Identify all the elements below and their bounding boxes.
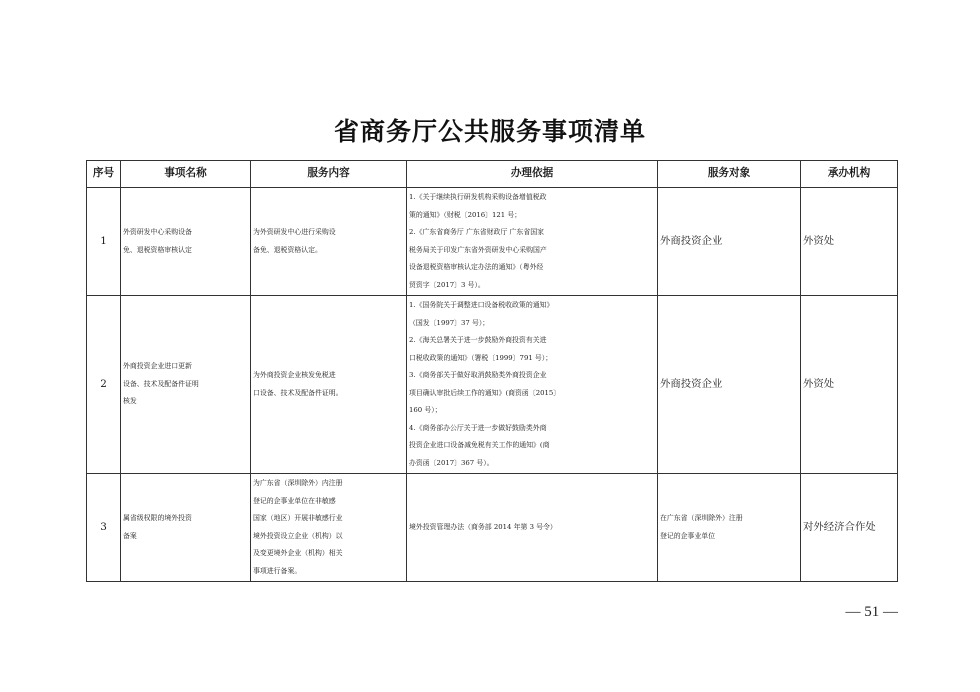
row-content <box>251 188 407 296</box>
header-target: 服务对象 <box>658 161 801 188</box>
text-line: 在广东省（深圳除外）注册 <box>660 514 743 522</box>
text-line: 属省级权限的境外投资 <box>123 514 192 522</box>
page-number: — 51 — <box>845 604 898 620</box>
text-line: 3.《商务部关于做好取消鼓励类外商投资企业 <box>409 371 547 379</box>
row-target: 外商投资企业 <box>658 188 801 296</box>
text-line: 投资企业进口设备减免税有关工作的通知》(商 <box>409 441 550 449</box>
row-no: 2 <box>87 296 121 474</box>
text-line: 策的通知》（财税〔2016〕121 号； <box>409 210 522 219</box>
text-line: 登记的企事业单位在非敏感 <box>253 496 336 505</box>
header-name: 事项名称 <box>121 161 251 188</box>
text-line: 登记的企事业单位 <box>660 531 716 540</box>
row-name <box>121 474 251 582</box>
table-row <box>87 296 898 474</box>
text-line: 为广东省（深圳除外）内注册 <box>253 479 343 487</box>
text-line: 口税收政策的通知》（署税〔1999〕791 号）； <box>409 353 553 362</box>
header-content: 服务内容 <box>251 161 407 188</box>
text-line: 外商投资企业进口更新 <box>123 362 192 371</box>
text-line: 项目确认审批后续工作的通知》(商资函〔2015〕 <box>409 388 561 397</box>
text-line: 贸资字〔2017〕3 号）。 <box>409 280 485 289</box>
text-line: 及变更境外企业（机构）相关 <box>253 549 343 557</box>
text-line: 为外资研发中心进行采购设 <box>253 228 336 236</box>
text-line: （国发〔1997〕37 号）； <box>409 318 490 327</box>
text-line: 免、退税资格审核认定 <box>123 245 192 254</box>
text-line: 办资函〔2017〕367 号）。 <box>409 458 494 467</box>
page-title: 省商务厅公共服务事项清单 <box>333 117 646 146</box>
text-line: 核发 <box>123 397 137 406</box>
row-agency: 对外经济合作处 <box>801 474 898 582</box>
table-header-row <box>87 161 898 188</box>
text-line: 为外商投资企业核发免税进 <box>253 371 336 379</box>
row-name <box>121 296 251 474</box>
text-line: 1.《关于继续执行研发机构采购设备增值税政 <box>409 193 547 201</box>
text-line: 事项进行备案。 <box>253 566 302 575</box>
text-line: 设备退税资格审核认定办法的通知》（粤外经 <box>409 263 544 271</box>
text-line: 口设备、技术及配备件证明。 <box>253 388 343 397</box>
text-line: 外资研发中心采购设备 <box>123 228 192 236</box>
row-agency: 外资处 <box>801 188 898 296</box>
text-line: 备案 <box>123 531 137 540</box>
header-basis: 办理依据 <box>407 161 658 188</box>
text-line: 4.《商务部办公厅关于进一步做好鼓励类外商 <box>409 423 547 432</box>
header-no: 序号 <box>87 161 121 188</box>
row-no: 3 <box>87 474 121 582</box>
row-agency: 外资处 <box>801 296 898 474</box>
text-line: 设备、技术及配备件证明 <box>123 379 199 388</box>
text-line: 2.《广东省商务厅 广东省财政厅 广东省国家 <box>409 228 544 236</box>
row-basis <box>407 296 658 474</box>
row-target: 外商投资企业 <box>658 296 801 474</box>
row-basis <box>407 188 658 296</box>
header-agency: 承办机构 <box>801 161 898 188</box>
row-content <box>251 474 407 582</box>
text-line: 2.《海关总署关于进一步鼓励外商投资有关进 <box>409 336 547 344</box>
text-line: 税务局关于印发广东省外资研发中心采购国产 <box>409 245 547 254</box>
text-line: 境外投资设立企业（机构）以 <box>253 531 343 540</box>
row-name <box>121 188 251 296</box>
text-line: 160 号）； <box>409 406 442 414</box>
table-row <box>87 474 898 582</box>
text-line: 境外投资管理办法（商务部 2014 年第 3 号令） <box>409 522 557 531</box>
text-line: 备免、退税资格认定。 <box>253 245 322 254</box>
table-row <box>87 188 898 296</box>
text-line: 1.《国务院关于调整进口设备税收政策的通知》 <box>409 301 554 309</box>
text-line: 国家（地区）开展非敏感行业 <box>253 514 343 522</box>
row-no: 1 <box>87 188 121 296</box>
row-target <box>658 474 801 582</box>
row-basis <box>407 474 658 582</box>
service-list-table <box>86 160 898 582</box>
row-content <box>251 296 407 474</box>
